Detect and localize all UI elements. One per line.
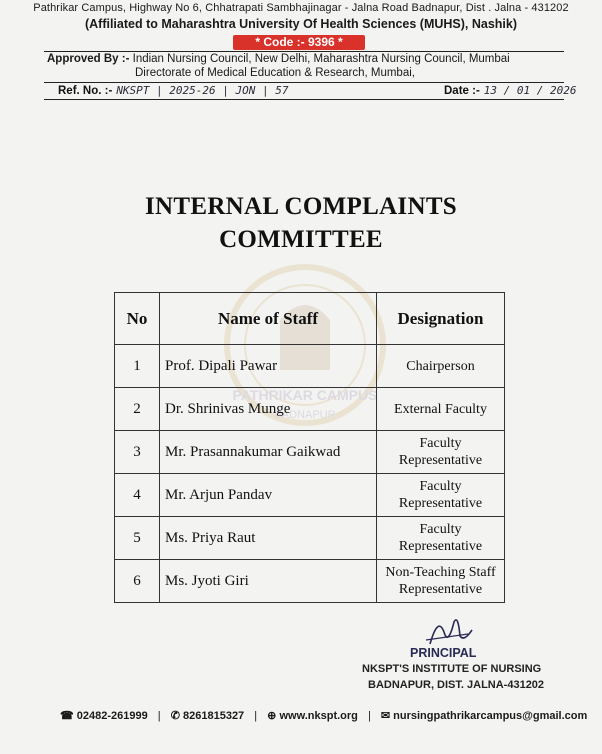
- row-name: Dr. Shrinivas Munge: [160, 388, 377, 431]
- signature-address: BADNAPUR, DIST. JALNA-431202: [368, 679, 545, 691]
- letterhead-rule-middle: [44, 82, 564, 83]
- letterhead-address: Pathrikar Campus, Highway No 6, Chhatrapati Sambhajinagar - Jalna Road Badnapur, Dist . Jalna - 431202: [33, 2, 569, 14]
- row-designation: [377, 431, 505, 474]
- reference-label: Ref. No. :-: [58, 85, 113, 97]
- letter-date: [444, 84, 577, 97]
- row-name: Ms. Priya Raut: [160, 517, 377, 560]
- header-no: No: [115, 293, 160, 345]
- reference-value: NKSPT | 2025-26 | JON | 57: [116, 84, 289, 97]
- letterhead-rule-top: [44, 51, 564, 52]
- footer-mobile: 8261815327: [183, 710, 245, 722]
- footer-separator: |: [367, 710, 371, 722]
- designation-line-1: Faculty: [419, 436, 462, 451]
- row-designation: External Faculty: [377, 388, 505, 431]
- table-row: [115, 560, 505, 603]
- row-no: 4: [115, 474, 160, 517]
- designation-line-2: Representative: [398, 496, 483, 511]
- document-title: [0, 190, 602, 256]
- table-row: [115, 517, 505, 560]
- table-row: [115, 388, 505, 431]
- designation-line-1: Non-Teaching Staff: [385, 565, 496, 580]
- row-no: 5: [115, 517, 160, 560]
- table-row: [115, 474, 505, 517]
- committee-table: [114, 292, 505, 603]
- watermark-text-campus: PATHRIKAR CAMPUS: [232, 387, 378, 403]
- row-designation: Chairperson: [377, 345, 505, 388]
- designation-line-1: Faculty: [419, 522, 462, 537]
- footer-website[interactable]: www.nkspt.org: [279, 710, 358, 722]
- title-line-1: INTERNAL COMPLAINTS: [145, 193, 457, 220]
- date-label: Date :-: [444, 85, 480, 97]
- footer-separator: |: [254, 710, 258, 722]
- letterhead-affiliation: (Affiliated to Maharashtra University Of Health Sciences (MUHS), Nashik): [84, 17, 518, 31]
- mobile-icon: ✆: [170, 710, 180, 722]
- table-row: [115, 345, 505, 388]
- row-no: 3: [115, 431, 160, 474]
- header-name: Name of Staff: [160, 293, 377, 345]
- row-designation: [377, 474, 505, 517]
- table-row: [115, 431, 505, 474]
- directorate-line: Directorate of Medical Education & Research, Mumbai,: [135, 67, 415, 79]
- code-badge: * Code :- 9396 *: [233, 35, 365, 50]
- approved-by-text: Indian Nursing Council, New Delhi, Maharashtra Nursing Council, Mumbai: [132, 53, 510, 65]
- designation-line-2: Representative: [398, 582, 483, 597]
- header-designation: Designation: [377, 293, 505, 345]
- row-name: Mr. Arjun Pandav: [160, 474, 377, 517]
- row-no: 6: [115, 560, 160, 603]
- title-line-2: COMMITTEE: [219, 226, 383, 253]
- footer-email[interactable]: nursingpathrikarcampus@gmail.com: [393, 710, 588, 722]
- row-designation: [377, 560, 505, 603]
- reference-number: [58, 84, 289, 97]
- letterhead-rule-bottom: [44, 99, 564, 100]
- designation-line-2: Representative: [398, 453, 483, 468]
- row-name: Prof. Dipali Pawar: [160, 345, 377, 388]
- designation-line-2: Representative: [398, 539, 483, 554]
- row-name: Mr. Prasannakumar Gaikwad: [160, 431, 377, 474]
- row-designation: [377, 517, 505, 560]
- row-name: Ms. Jyoti Giri: [160, 560, 377, 603]
- designation-line-1: Faculty: [419, 479, 462, 494]
- approved-by-label: Approved By :-: [47, 53, 130, 65]
- footer-separator: |: [157, 710, 161, 722]
- footer-phone: 02482-261999: [76, 710, 148, 722]
- row-no: 2: [115, 388, 160, 431]
- row-no: 1: [115, 345, 160, 388]
- phone-icon: ☎: [60, 710, 74, 722]
- approved-by-line: [47, 53, 567, 65]
- signature-institute: NKSPT'S INSTITUTE OF NURSING: [362, 663, 542, 675]
- table-header-row: [115, 293, 505, 345]
- date-value: 13 / 01 / 2026: [483, 84, 577, 97]
- signature-title: PRINCIPAL: [410, 646, 477, 660]
- contact-footer: [60, 709, 588, 722]
- watermark-text-place: BADNAPUR: [274, 409, 336, 421]
- mail-icon: ✉: [380, 710, 391, 722]
- globe-icon: ⊕: [267, 710, 277, 722]
